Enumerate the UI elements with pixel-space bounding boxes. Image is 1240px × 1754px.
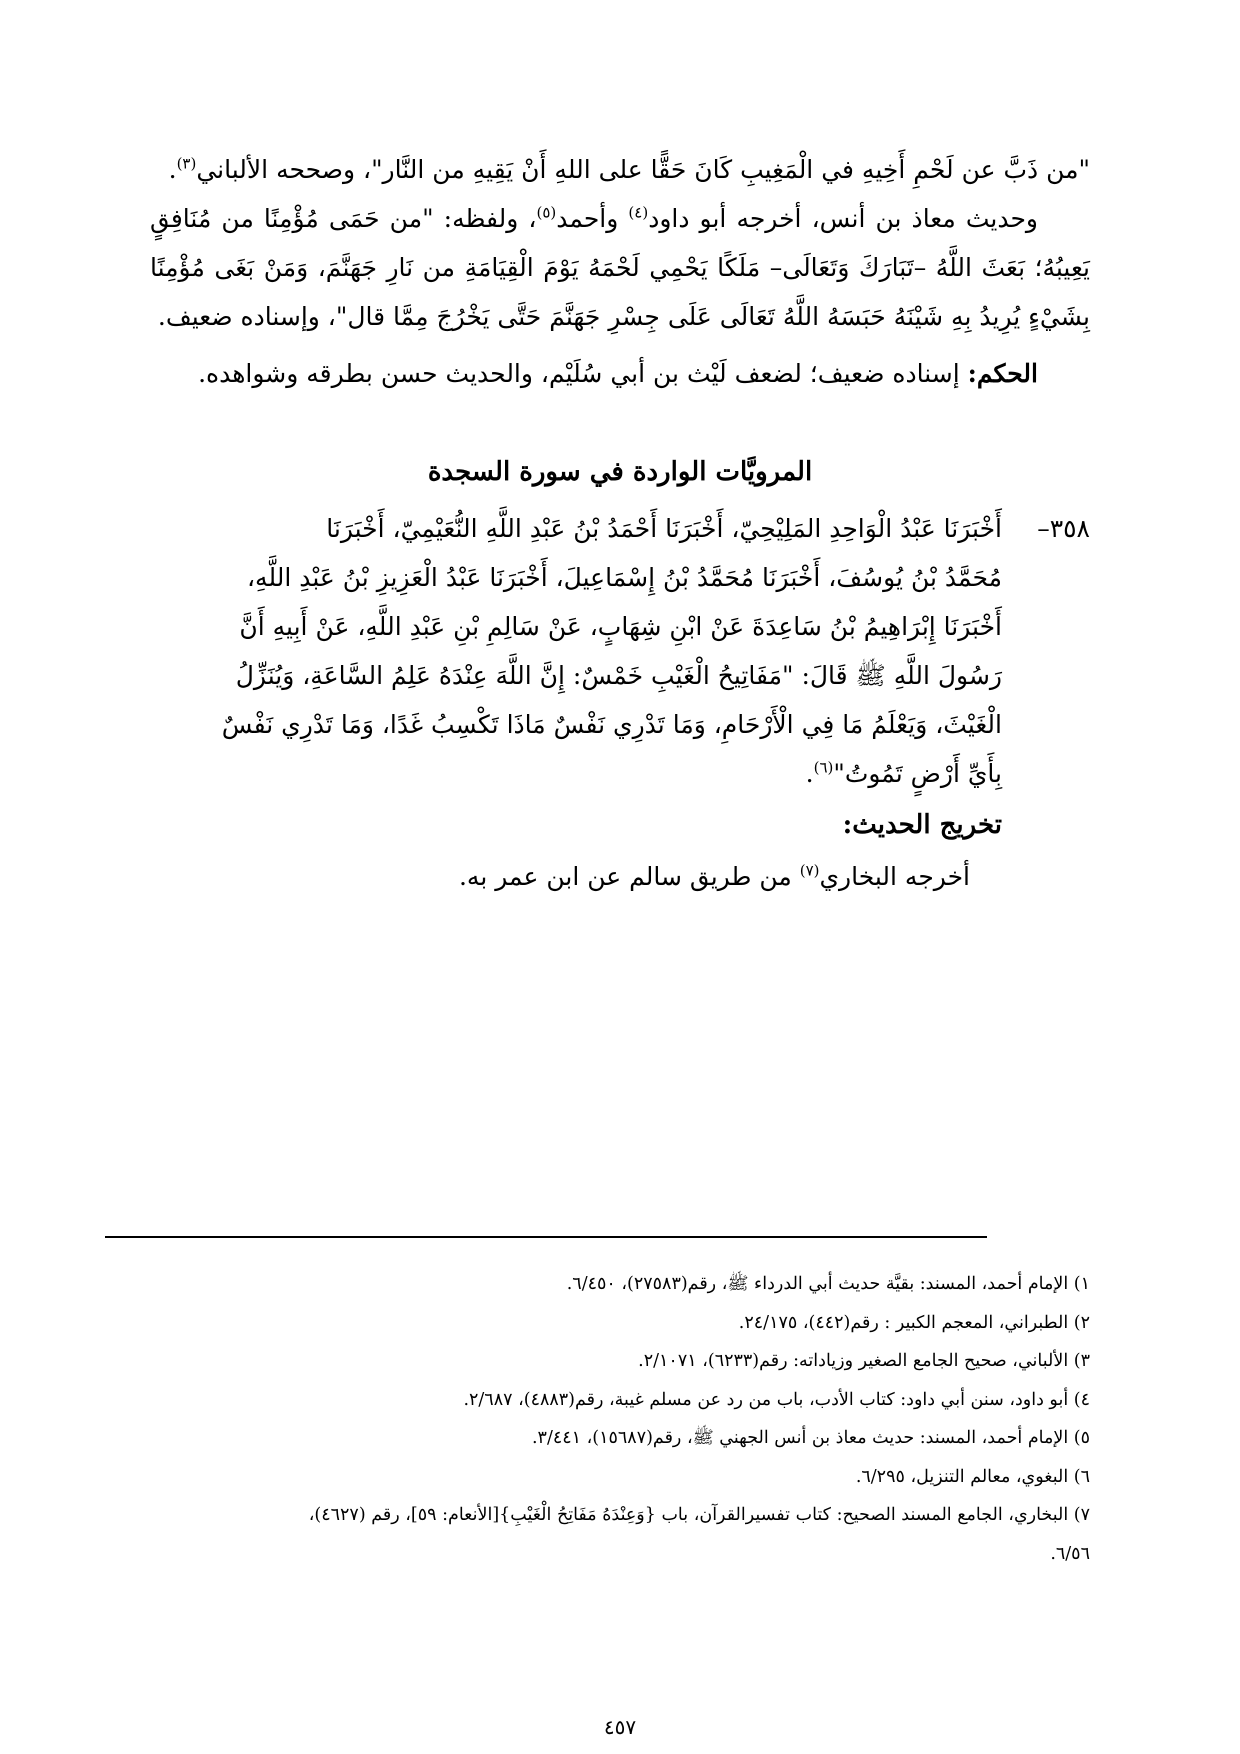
footnote-5: ٥) الإمام أحمد، المسند: حديث معاذ بن أنس الجهني ﷺ، رقم(١٥٦٨٧)، ٣/٤٤١. xyxy=(531,1428,1090,1448)
footnote-1: ١) الإمام أحمد، المسند: بقيَّة حديث أبي الدرداء ﷺ، رقم(٢٧٥٨٣)، ٦/٤٥٠. xyxy=(566,1274,1090,1294)
paragraph-1-text: "من ذَبَّ عن لَحْمِ أَخِيهِ في الْمَغِيبِ كَانَ حَقًّا على اللهِ أَنْ يَقِيهِ من النَّار"، وصححه الألباني xyxy=(196,155,1090,184)
footnote-separator xyxy=(105,1236,987,1238)
footnote-ref-4[interactable]: (٤) xyxy=(628,203,649,222)
footnote-3: ٣) الألباني، صحيح الجامع الصغير وزياداته: رقم(٦٢٣٣)، ٢/١٠٧١. xyxy=(638,1351,1090,1371)
section-heading: المرويَّات الواردة في سورة السجدة xyxy=(427,457,813,487)
footnote-ref-5[interactable]: (٥) xyxy=(536,203,557,222)
hadith-end: . xyxy=(805,759,814,788)
footnote-ref-7[interactable]: (٧) xyxy=(799,861,820,880)
takhrij-text-a: أخرجه البخاري xyxy=(819,862,970,891)
hadith-line: مُحَمَّدُ بْنُ يُوسُفَ، أَخْبَرَنَا مُحَمَّدُ بْنُ إِسْمَاعِيلَ، أَخْبَرَنَا عَبْدُ الْعَزِيزِ بْنُ عَبْدِ اللَّهِ، xyxy=(246,563,1002,592)
page-number: ٤٥٧ xyxy=(603,1715,637,1739)
hadith-number: ٣٥٨– xyxy=(1037,514,1090,543)
hadith-line: أَخْبَرَنَا عَبْدُ الْوَاحِدِ المَلِيْحِيّ، أَخْبَرَنَا أَحْمَدُ بْنُ عَبْدِ اللَّهِ النُّعَيْمِيّ، أَخْبَرَنَا xyxy=(326,514,1002,543)
paragraph-2-part-b: وأحمد xyxy=(556,204,629,233)
footnote-4: ٤) أبو داود، سنن أبي داود: كتاب الأدب، باب من رد عن مسلم غيبة، رقم(٤٨٨٣)، ٢/٦٨٧. xyxy=(463,1389,1090,1410)
footnote-ref-3[interactable]: (٣) xyxy=(176,154,197,173)
footnotes xyxy=(110,1265,1090,1573)
paragraph-2 xyxy=(150,194,1090,341)
takhrij-text-b: من طريق سالم عن ابن عمر به. xyxy=(458,862,800,891)
paragraph-2-part-c: ، ولفظه: "من حَمَى مُؤْمِنًا من مُنَافِقٍ يَعِيبُهُ؛ بَعَثَ اللَّهُ –تَبَارَكَ وَتَعَالَى– مَلَكًا يَحْمِي لَحْمَهُ يَوْمَ الْقِيَامَةِ من نَارِ جَهَنَّمَ، وَمَنْ بَغَى مُؤْمِنًا بِشَيْءٍ يُرِيدُ بِهِ شَيْنَهُ حَبَسَهُ اللَّهُ تَعَالَى عَلَى جِسْرِ جَهَنَّمَ حَتَّى يَخْرُجَ مِمَّا قال"، وإسناده ضعيف. xyxy=(150,204,1090,331)
ruling-text: إسناده ضعيف؛ لضعف لَيْث بن أبي سُلَيْم، والحديث حسن بطرقه وشواهده. xyxy=(198,359,968,388)
main-text xyxy=(150,145,1090,904)
ruling-paragraph xyxy=(150,349,1090,398)
hadith-line: أَخْبَرَنَا إِبْرَاهِيمُ بْنُ سَاعِدَةَ عَنْ ابْنِ شِهَابٍ، عَنْ سَالِمِ بْنِ عَبْدِ اللَّهِ، عَنْ أَبِيهِ أَنَّ xyxy=(239,612,1002,641)
footnote-ref-6[interactable]: (٦) xyxy=(813,758,834,777)
takhrij-paragraph xyxy=(150,850,1002,904)
paragraph-1 xyxy=(150,145,1090,194)
ruling-label: الحكم: xyxy=(967,359,1038,388)
footnote-7-continuation: ٦/٥٦. xyxy=(1050,1543,1090,1564)
paragraph-2-part-a: وحديث معاذ بن أنس، أخرجه أبو داود xyxy=(648,204,1038,233)
footnote-2: ٢) الطبراني، المعجم الكبير : رقم(٤٤٢)، ٢٤/١٧٥. xyxy=(738,1312,1090,1333)
hadith-line: رَسُولَ اللَّهِ ﷺ قَالَ: "مَفَاتِيحُ الْغَيْبِ خَمْسٌ: إِنَّ اللَّهَ عِنْدَهُ عَلِمُ السَّاعَةِ، وَيُنَزِّلُ xyxy=(235,661,1002,690)
paragraph-1-end: . xyxy=(168,155,177,184)
hadith-line-last xyxy=(150,749,1002,798)
footnote-7: ٧) البخاري، الجامع المسند الصحيح: كتاب تفسيرالقرآن، باب {وَعِنْدَهُ مَفَاتِحُ الْغَيْبِ}[الأنعام: ٥٩]، رقم (٤٦٢٧)، xyxy=(308,1505,1090,1525)
footnote-6: ٦) البغوي، معالم التنزيل، ٦/٢٩٥. xyxy=(855,1466,1090,1487)
hadith-358 xyxy=(150,504,1090,798)
hadith-line: الْغَيْثَ، وَيَعْلَمُ مَا فِي الْأَرْحَامِ، وَمَا تَدْرِي نَفْسٌ مَاذَا تَكْسِبُ غَدًا، وَمَا تَدْرِي نَفْسٌ xyxy=(221,710,1002,739)
takhrij-heading: تخريج الحديث: xyxy=(842,810,1002,840)
hadith-last-text: بِأَيِّ أَرْضٍ تَمُوتُ" xyxy=(833,759,1002,788)
